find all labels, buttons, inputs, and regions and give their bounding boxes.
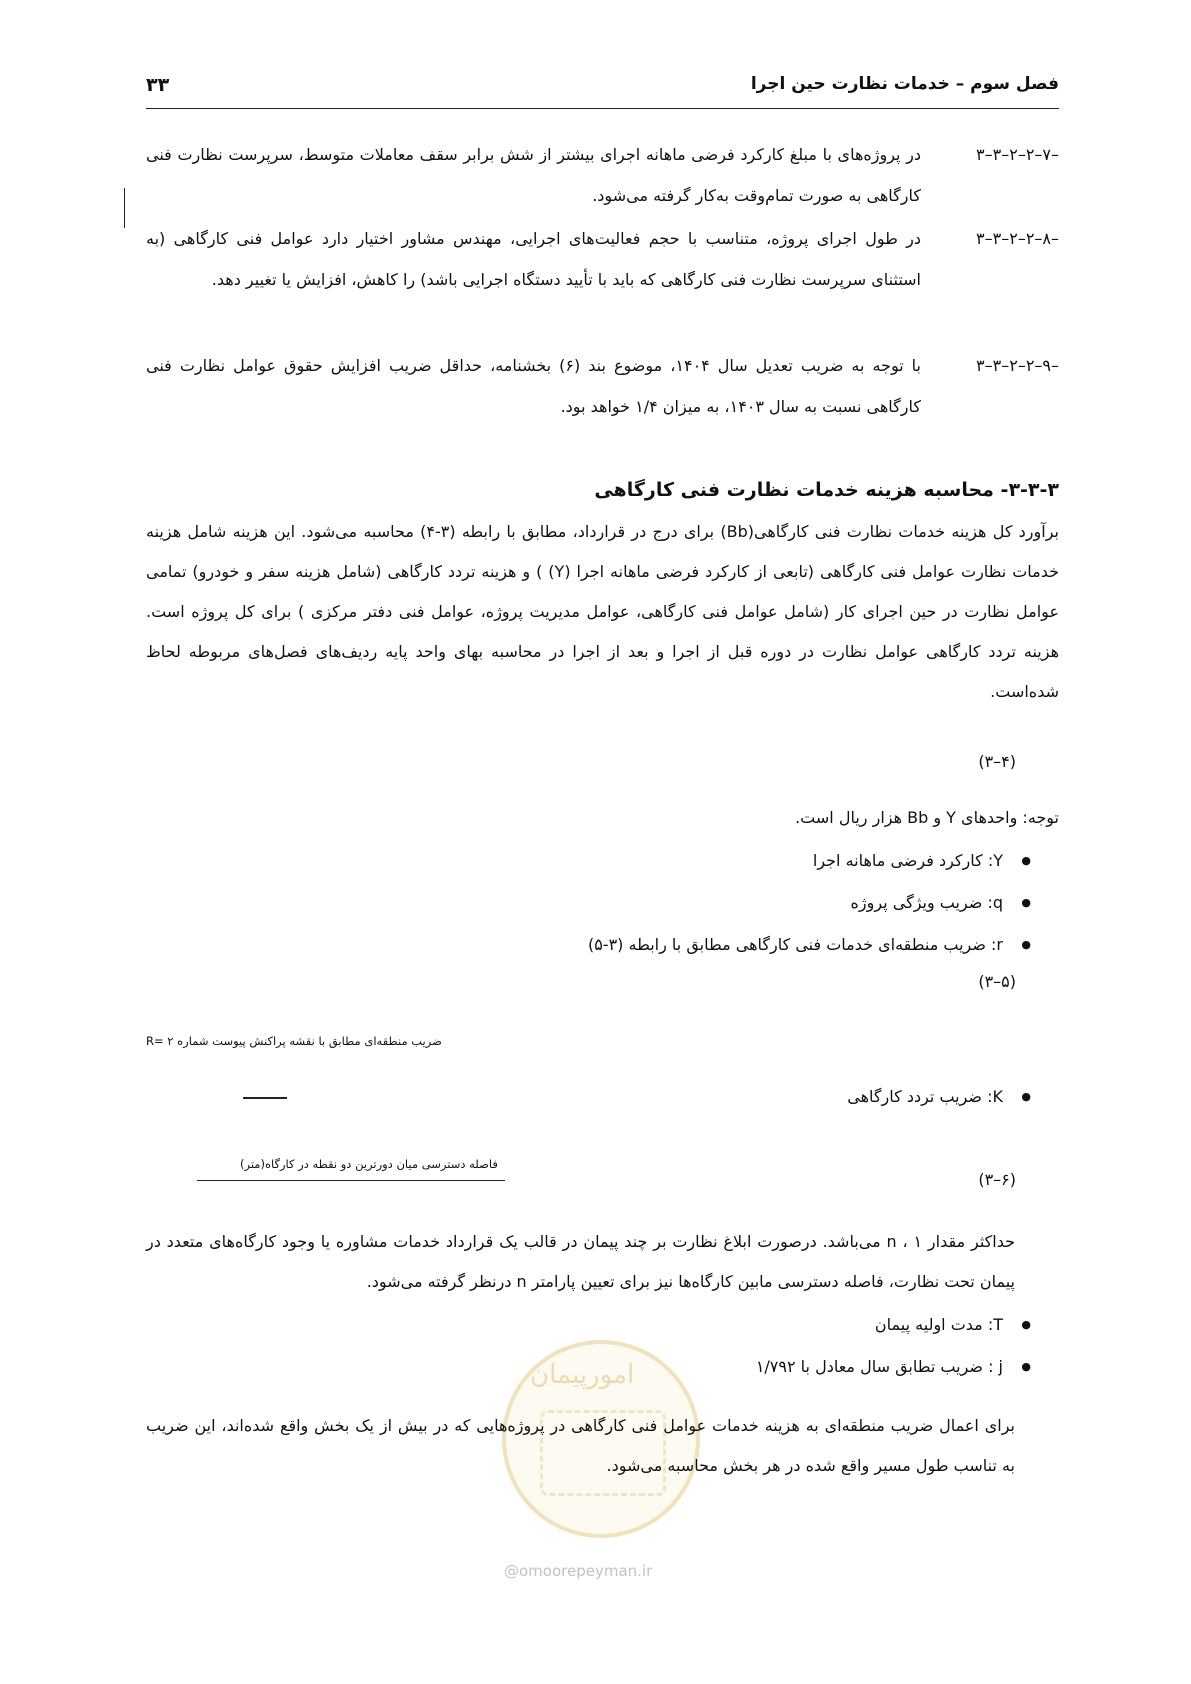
n-paragraph: حداکثر مقدار n ، ۱ می‌باشد. درصورت ابلاغ نظارت بر چند پیمان در قالب یک قرارداد خدمات مشاوره یا وجود کارگاه‌های متعدد در پیمان تحت نظارت، فاصله دسترسی مابین کارگاه‌ها نیز برای تعیین پارامتر n درنظر گرفته می‌شود.: [146, 1232, 1015, 1291]
units-note: توجه: واحدهای Y و Bb هزار ریال است.: [795, 808, 1059, 827]
equation-number: (۶–۳): [978, 1170, 1016, 1189]
r-formula: ضریب منطقه‌ای مطابق با نقشه پراکنش پیوست شماره ۲ =R: [146, 1034, 442, 1048]
equation-number: (۵–۳): [978, 972, 1016, 991]
list-item: ● r: ضریب منطقه‌ای خدمات فنی کارگاهی مطابق با رابطه (۳-۵): [588, 924, 1031, 966]
header-rule: [146, 108, 1059, 109]
item-number: ۳–۳–۲–۲–۷–: [976, 145, 1059, 164]
variable-list: [588, 840, 1031, 966]
fraction-dash: [243, 1097, 287, 1099]
item-number: ۳–۳–۲–۲–۸–: [976, 229, 1059, 248]
section-paragraph: برآورد کل هزینه خدمات نظارت فنی کارگاهی(Bb) برای درج در قرارداد، مطابق با رابطه (۳-۴) محاسبه می‌شود. این هزینه شامل هزینه خدمات نظارت عوامل فنی کارگاهی (تابعی از کارکرد فرضی ماهانه اجرا (Y) ) و هزینه تردد کارگاهی (شامل هزینه سفر و خودرو) تمامی عوامل نظارت در حین اجرای کار (شامل عوامل فنی کارگاهی، عوامل مدیریت پروژه، عوامل فنی دفتر مرکزی ) برای کل پروژه است. هزینه تردد کارگاهی عوامل نظارت در دوره قبل از اجرا و بعد از اجرا در محاسبه بهای واحد پایه ردیف‌های فصل‌های مربوطه لحاظ شده‌است.: [146, 522, 1059, 701]
final-paragraph: برای اعمال ضریب منطقه‌ای به هزینه خدمات عوامل فنی کارگاهی در پروژه‌هایی که در بیش از یک بخش واقع شده‌اند، این ضریب به تناسب طول مسیر واقع شده در هر بخش محاسبه می‌شود.: [146, 1416, 1015, 1475]
k-formula-numerator: فاصله دسترسی میان دورترین دو نقطه در کارگاه(متر): [240, 1157, 498, 1171]
page-number: ۳۳: [146, 74, 170, 96]
k-list: [847, 1076, 1031, 1118]
section-heading: ۳-۳-۳- محاسبه هزینه خدمات نظارت فنی کارگاهی: [594, 479, 1059, 501]
list-item: [146, 134, 1059, 216]
list-item: ● j : ضریب تطابق سال معادل با ۱/۷۹۲: [756, 1346, 1031, 1388]
variable-list: [756, 1304, 1031, 1388]
equation-number: (۴–۳): [978, 752, 1016, 771]
watermark-logo-word: امورپیمان: [530, 1360, 635, 1390]
watermark-site: @omoorepeyman.ir: [504, 1562, 653, 1580]
fraction-line: [197, 1180, 505, 1181]
list-item: [146, 218, 1059, 300]
list-item: ● T: مدت اولیه پیمان: [756, 1304, 1031, 1346]
item-text: در طول اجرای پروژه، متناسب با حجم فعالیت‌های اجرایی، مهندس مشاور اختیار دارد عوامل فنی کارگاهی (به استثنای سرپرست نظارت فنی کارگاهی که باید با تأیید دستگاه اجرایی باشد) را کاهش، افزایش یا تغییر دهد.: [146, 229, 921, 289]
running-header-title: فصل سوم – خدمات نظارت حین اجرا: [750, 74, 1059, 94]
list-item: ● q: ضریب ویژگی پروژه: [588, 882, 1031, 924]
list-item: ● K: ضریب تردد کارگاهی: [847, 1076, 1031, 1118]
item-number: ۳–۳–۲–۲–۹–: [976, 356, 1059, 375]
list-item: ● Y: کارکرد فرضی ماهانه اجرا: [588, 840, 1031, 882]
list-item: [146, 345, 1059, 427]
item-text: در پروژه‌های با مبلغ کارکرد فرضی ماهانه اجرای بیشتر از شش برابر سقف معاملات متوسط، سرپرست نظارت فنی کارگاهی به صورت تمام‌وقت به‌کار گرفته می‌شود.: [146, 145, 921, 205]
change-bar: [124, 188, 125, 228]
item-text: با توجه به ضریب تعدیل سال ۱۴۰۴، موضوع بند (۶) بخشنامه، حداقل ضریب افزایش حقوق عوامل نظارت فنی کارگاهی نسبت به سال ۱۴۰۳، به میزان ۱/۴ خواهد بود.: [146, 356, 922, 416]
